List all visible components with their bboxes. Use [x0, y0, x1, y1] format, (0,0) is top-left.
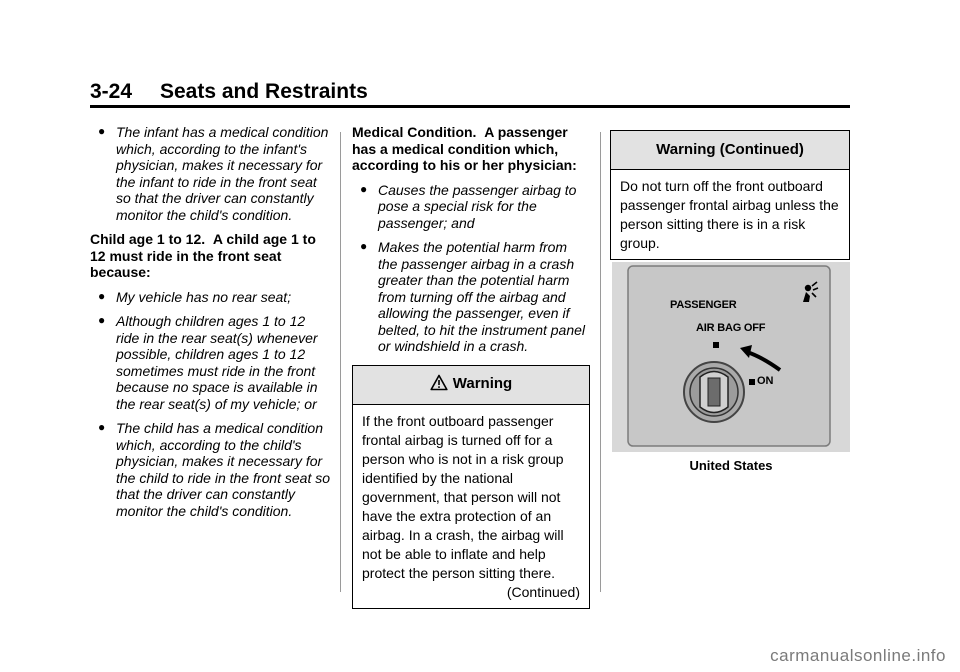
bullet-text: Causes the passenger airbag to pose a special risk for the passenger; and — [378, 181, 577, 231]
warning-triangle-icon — [430, 374, 448, 396]
list-item — [90, 313, 330, 412]
bullet-icon: ● — [98, 124, 106, 138]
medical-paragraph — [352, 124, 590, 174]
bullet-icon: ● — [98, 420, 106, 434]
child-intro: A child age 1 to 12 must ride in the front seat because: — [90, 231, 316, 280]
warning-text: Do not turn off the front outboard passenger frontal airbag unless the person sitting there is in a risk group. — [620, 178, 839, 251]
column-2 — [352, 124, 590, 609]
airbag-off-label: AIR BAG OFF — [696, 322, 766, 334]
bullet-text: The child has a medical condition which, according to the child's physician, makes it necessary for the child to ride in the front seat so that the driver can constantly monitor the child's condition. — [116, 420, 331, 519]
figure-caption: United States — [689, 458, 773, 473]
bullet-text: Makes the potential harm from the passenger airbag in a crash greater than the potential harm from turning off the airbag and allowing the passenger, even if belted, to hit the instrument panel or windshield in a crash. — [378, 239, 586, 354]
bullet-icon: ● — [98, 313, 106, 327]
watermark: carmanualsonline.info — [770, 646, 946, 665]
warning-box — [352, 365, 590, 609]
child-paragraph — [90, 231, 330, 281]
medical-heading: Medical Condition. — [352, 124, 477, 140]
bullet-icon: ● — [360, 239, 368, 253]
list-item — [352, 239, 590, 355]
bullet-icon: ● — [98, 288, 106, 303]
passenger-label: PASSENGER — [670, 299, 737, 311]
column-divider — [340, 132, 341, 592]
list-item — [352, 182, 590, 232]
page-number: 3-24 — [90, 80, 133, 103]
bullet-text: My vehicle has no rear seat; — [116, 288, 292, 305]
page-header — [90, 80, 850, 106]
continued-label: (Continued) — [506, 583, 580, 600]
bullet-text: Although children ages 1 to 12 ride in the rear seat(s) whenever possible, children ages 1 to 12 sometimes must ride in the front because no space is available in the rear seat(s) of my vehicle; or — [116, 313, 318, 412]
warning-continued-box — [610, 130, 850, 260]
medical-intro: A passenger has a medical condition which, according to his or her physician: — [352, 124, 577, 173]
list-item — [90, 420, 330, 519]
column-divider — [600, 132, 601, 592]
airbag-switch-figure — [612, 262, 850, 452]
list-item — [90, 124, 330, 223]
warning-body — [353, 405, 589, 608]
column-1 — [90, 124, 330, 527]
on-label: ON — [757, 375, 774, 387]
warning-body — [611, 170, 849, 259]
bullet-text: The infant has a medical condition which, according to the infant's physician, makes it necessary for the infant to ride in the front seat so that the driver can constantly monitor the child's condition. — [116, 124, 329, 223]
child-heading: Child age 1 to 12. — [90, 231, 206, 247]
header-rule — [90, 105, 850, 108]
list-item — [90, 289, 330, 306]
column-3 — [610, 130, 850, 260]
bullet-icon: ● — [360, 181, 368, 196]
section-title: Seats and Restraints — [160, 80, 368, 103]
warning-title: Warning — [452, 375, 513, 393]
warning-text: If the front outboard passenger frontal airbag is turned off for a person who is not in a risk group identified by the national government, that person will not have the extra protection of an airbag. In a crash, the airbag will not be able to inflate and help protect the person sitting there. — [362, 412, 564, 581]
warning-header — [611, 131, 849, 170]
warning-header — [353, 366, 589, 405]
warning-title: Warning (Continued) — [656, 140, 804, 158]
